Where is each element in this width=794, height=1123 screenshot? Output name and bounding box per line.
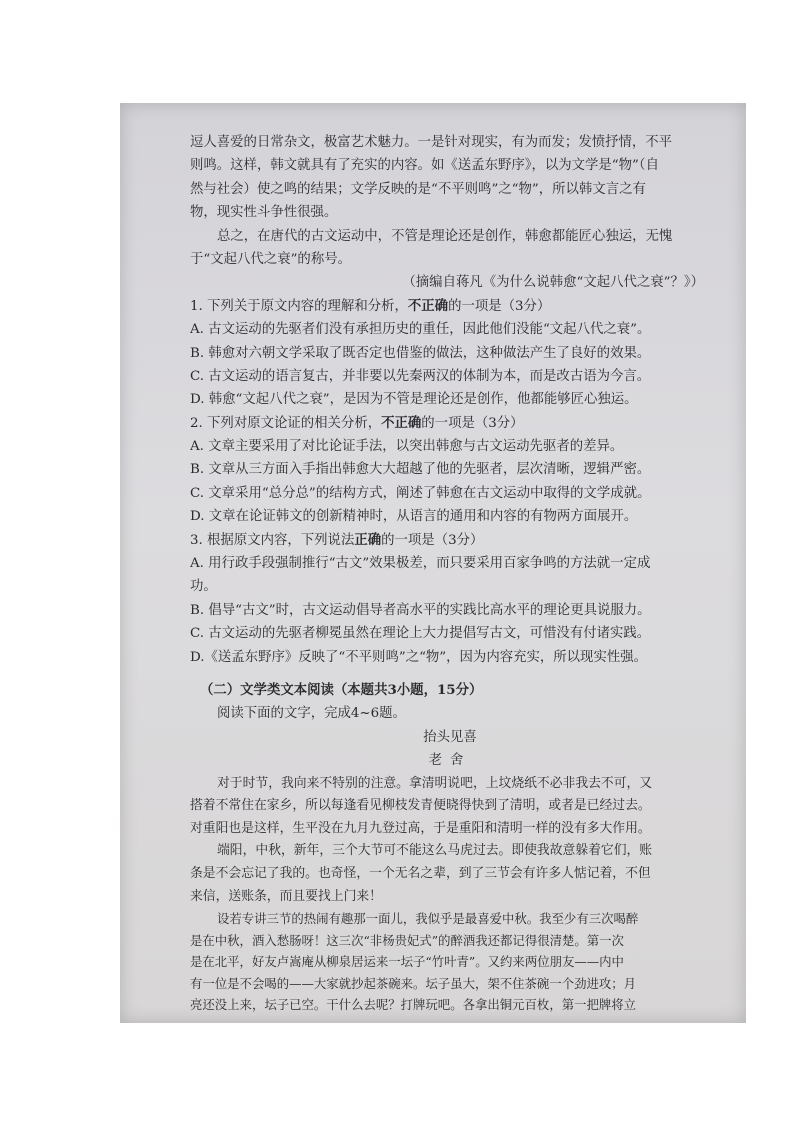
- option-b: B. 韩愈对六朝文学采取了既否定也借鉴的做法，这种做法产生了良好的效果。: [190, 345, 651, 361]
- text-line: 对重阳也是这样，生平没在九月九登过高，于是重阳和清明一样的没有多大作用。: [190, 820, 651, 836]
- text-line: 端阳，中秋，新年，三个大节可不能这么马虎过去。即使我故意躲着它们，账: [217, 843, 653, 859]
- text-line: 来信，送账条，而且要找上门来！: [190, 888, 382, 904]
- text-line: 设若专讲三节的热闹有趣那一面儿，我似乎是最喜爱中秋。我至少有三次喝醉: [217, 911, 639, 927]
- option-b: B. 倡导“古文”时，古文运动倡导者高水平的实践比高水平的理论更具说服力。: [190, 602, 651, 618]
- text-line: 条是不会忘记了我的。也奇怪，一个无名之辈，到了三节会有许多人惦记着，不但: [190, 865, 651, 881]
- question-stem: [190, 529, 710, 552]
- option-c: C. 文章采用“总分总”的结构方式，阐述了韩愈在古文运动中取得的文学成就。: [190, 485, 651, 501]
- text-line: 物，现实性斗争性很强。: [190, 205, 338, 221]
- option-d: D. 韩愈“文起八代之衰”，是因为不管是理论还是创作，他都能够匠心独运。: [190, 392, 638, 408]
- question-stem: [190, 295, 710, 318]
- section-heading: （二）文学类文本阅读（本题共3小题，15分）: [200, 681, 483, 698]
- question-1: [190, 295, 710, 412]
- stem-post: 的一项是（3分）: [381, 532, 484, 548]
- essay-title: 抬头见喜: [423, 729, 477, 745]
- text-line: 是在中秋，酒入愁肠呀！这三次“非杨贵妃式”的醉酒我还都记得很清楚。第一次: [190, 932, 624, 948]
- essay-body: [190, 773, 710, 1017]
- essay-paragraph-2: [190, 840, 710, 908]
- stem-post: 的一项是（3分）: [448, 298, 551, 314]
- stem-post: 的一项是（3分）: [421, 415, 524, 431]
- text-line: 搭着不常住在家乡，所以每逢看见柳枝发青便晓得快到了清明，或者是已经过去。: [190, 798, 651, 814]
- text-line: 是在北平，好友卢嵩庵从柳泉居运来一坛子“竹叶青”。又约来两位朋友——内中: [190, 954, 624, 970]
- option-d: D.《送孟东野序》反映了“不平则鸣”之“物”，因为内容充实，所以现实性强。: [190, 649, 648, 665]
- essay-paragraph-3: [190, 908, 710, 1016]
- text-line: 逗人喜爱的日常杂文，极富艺术魅力。一是针对现实，有为而发；发愤抒情，不平: [190, 135, 673, 150]
- option-a: A. 用行政手段强制推行“古文”效果极差，而只要采用百家争鸣的方法就一定成: [190, 556, 651, 572]
- source-citation: （摘编自蒋凡《为什么说韩愈“文起八代之衰”？》）: [402, 275, 704, 291]
- stem-pre: 1. 下列关于原文内容的理解和分析，: [190, 298, 408, 314]
- exam-text-column: [190, 131, 710, 1016]
- text-line: 有一位是不会喝的——大家就抄起茶碗来。坛子虽大，架不住茶碗一个劲进攻；月: [190, 975, 637, 991]
- text-line: 则鸣。这样，韩文就具有了充实的内容。如《送孟东野序》，以为文学是“物”（自: [190, 158, 659, 174]
- question-2: [190, 412, 710, 529]
- option-d: D. 文章在论证韩文的创新精神时，从语言的通用和内容的有物两方面展开。: [190, 509, 638, 525]
- essay-paragraph-1: [190, 773, 710, 841]
- option-a: A. 文章主要采用了对比论证手法，以突出韩愈与古文运动先驱者的差异。: [190, 439, 624, 455]
- option-c: C. 古文运动的先驱者柳冕虽然在理论上大力提倡写古文，可惜没有付诸实践。: [190, 626, 651, 642]
- section-instruction: 阅读下面的文字，完成4~6题。: [217, 706, 406, 722]
- text-line: 然与社会）使之鸣的结果；文学反映的是“不平则鸣”之“物”，所以韩文言之有: [190, 181, 646, 197]
- stem-pre: 3. 根据原文内容，下列说法: [190, 532, 355, 548]
- option-a: A. 古文运动的先驱者们没有承担历史的重任，因此他们没能“文起八代之衰”。: [190, 322, 651, 338]
- question-3: [190, 529, 710, 669]
- stem-pre: 2. 下列对原文论证的相关分析，: [190, 415, 382, 431]
- conclusion-paragraph: [190, 225, 710, 272]
- stem-emphasis: 正确: [354, 531, 382, 548]
- option-c: C. 古文运动的语言复古，并非要以先秦两汉的体制为本，而是改古语为今言。: [190, 368, 651, 384]
- option-b: B. 文章从三方面入手指出韩愈大大超越了他的先驱者，层次清晰，逻辑严密。: [190, 462, 651, 478]
- essay-author: 老舍: [428, 753, 472, 769]
- question-stem: [190, 412, 710, 435]
- photographed-exam-page: [120, 103, 746, 1023]
- option-a-continued: 功。: [190, 579, 217, 595]
- text-line: 总之，在唐代的古文运动中，不管是理论还是创作，韩愈都能匠心独运，无愧: [217, 228, 673, 244]
- passage-tail: [190, 131, 710, 225]
- text-line: 于“文起八代之衰”的称号。: [190, 251, 351, 267]
- text-line: 对于时节，我向来不特别的注意。拿清明说吧，上坟烧纸不必非我去不可，又: [217, 775, 653, 791]
- text-line: 亮还没上来，坛子已空。干什么去呢？打牌玩吧。各拿出铜元百枚，第一把牌将立: [190, 997, 637, 1013]
- stem-emphasis: 不正确: [381, 414, 422, 431]
- stem-emphasis: 不正确: [407, 297, 449, 314]
